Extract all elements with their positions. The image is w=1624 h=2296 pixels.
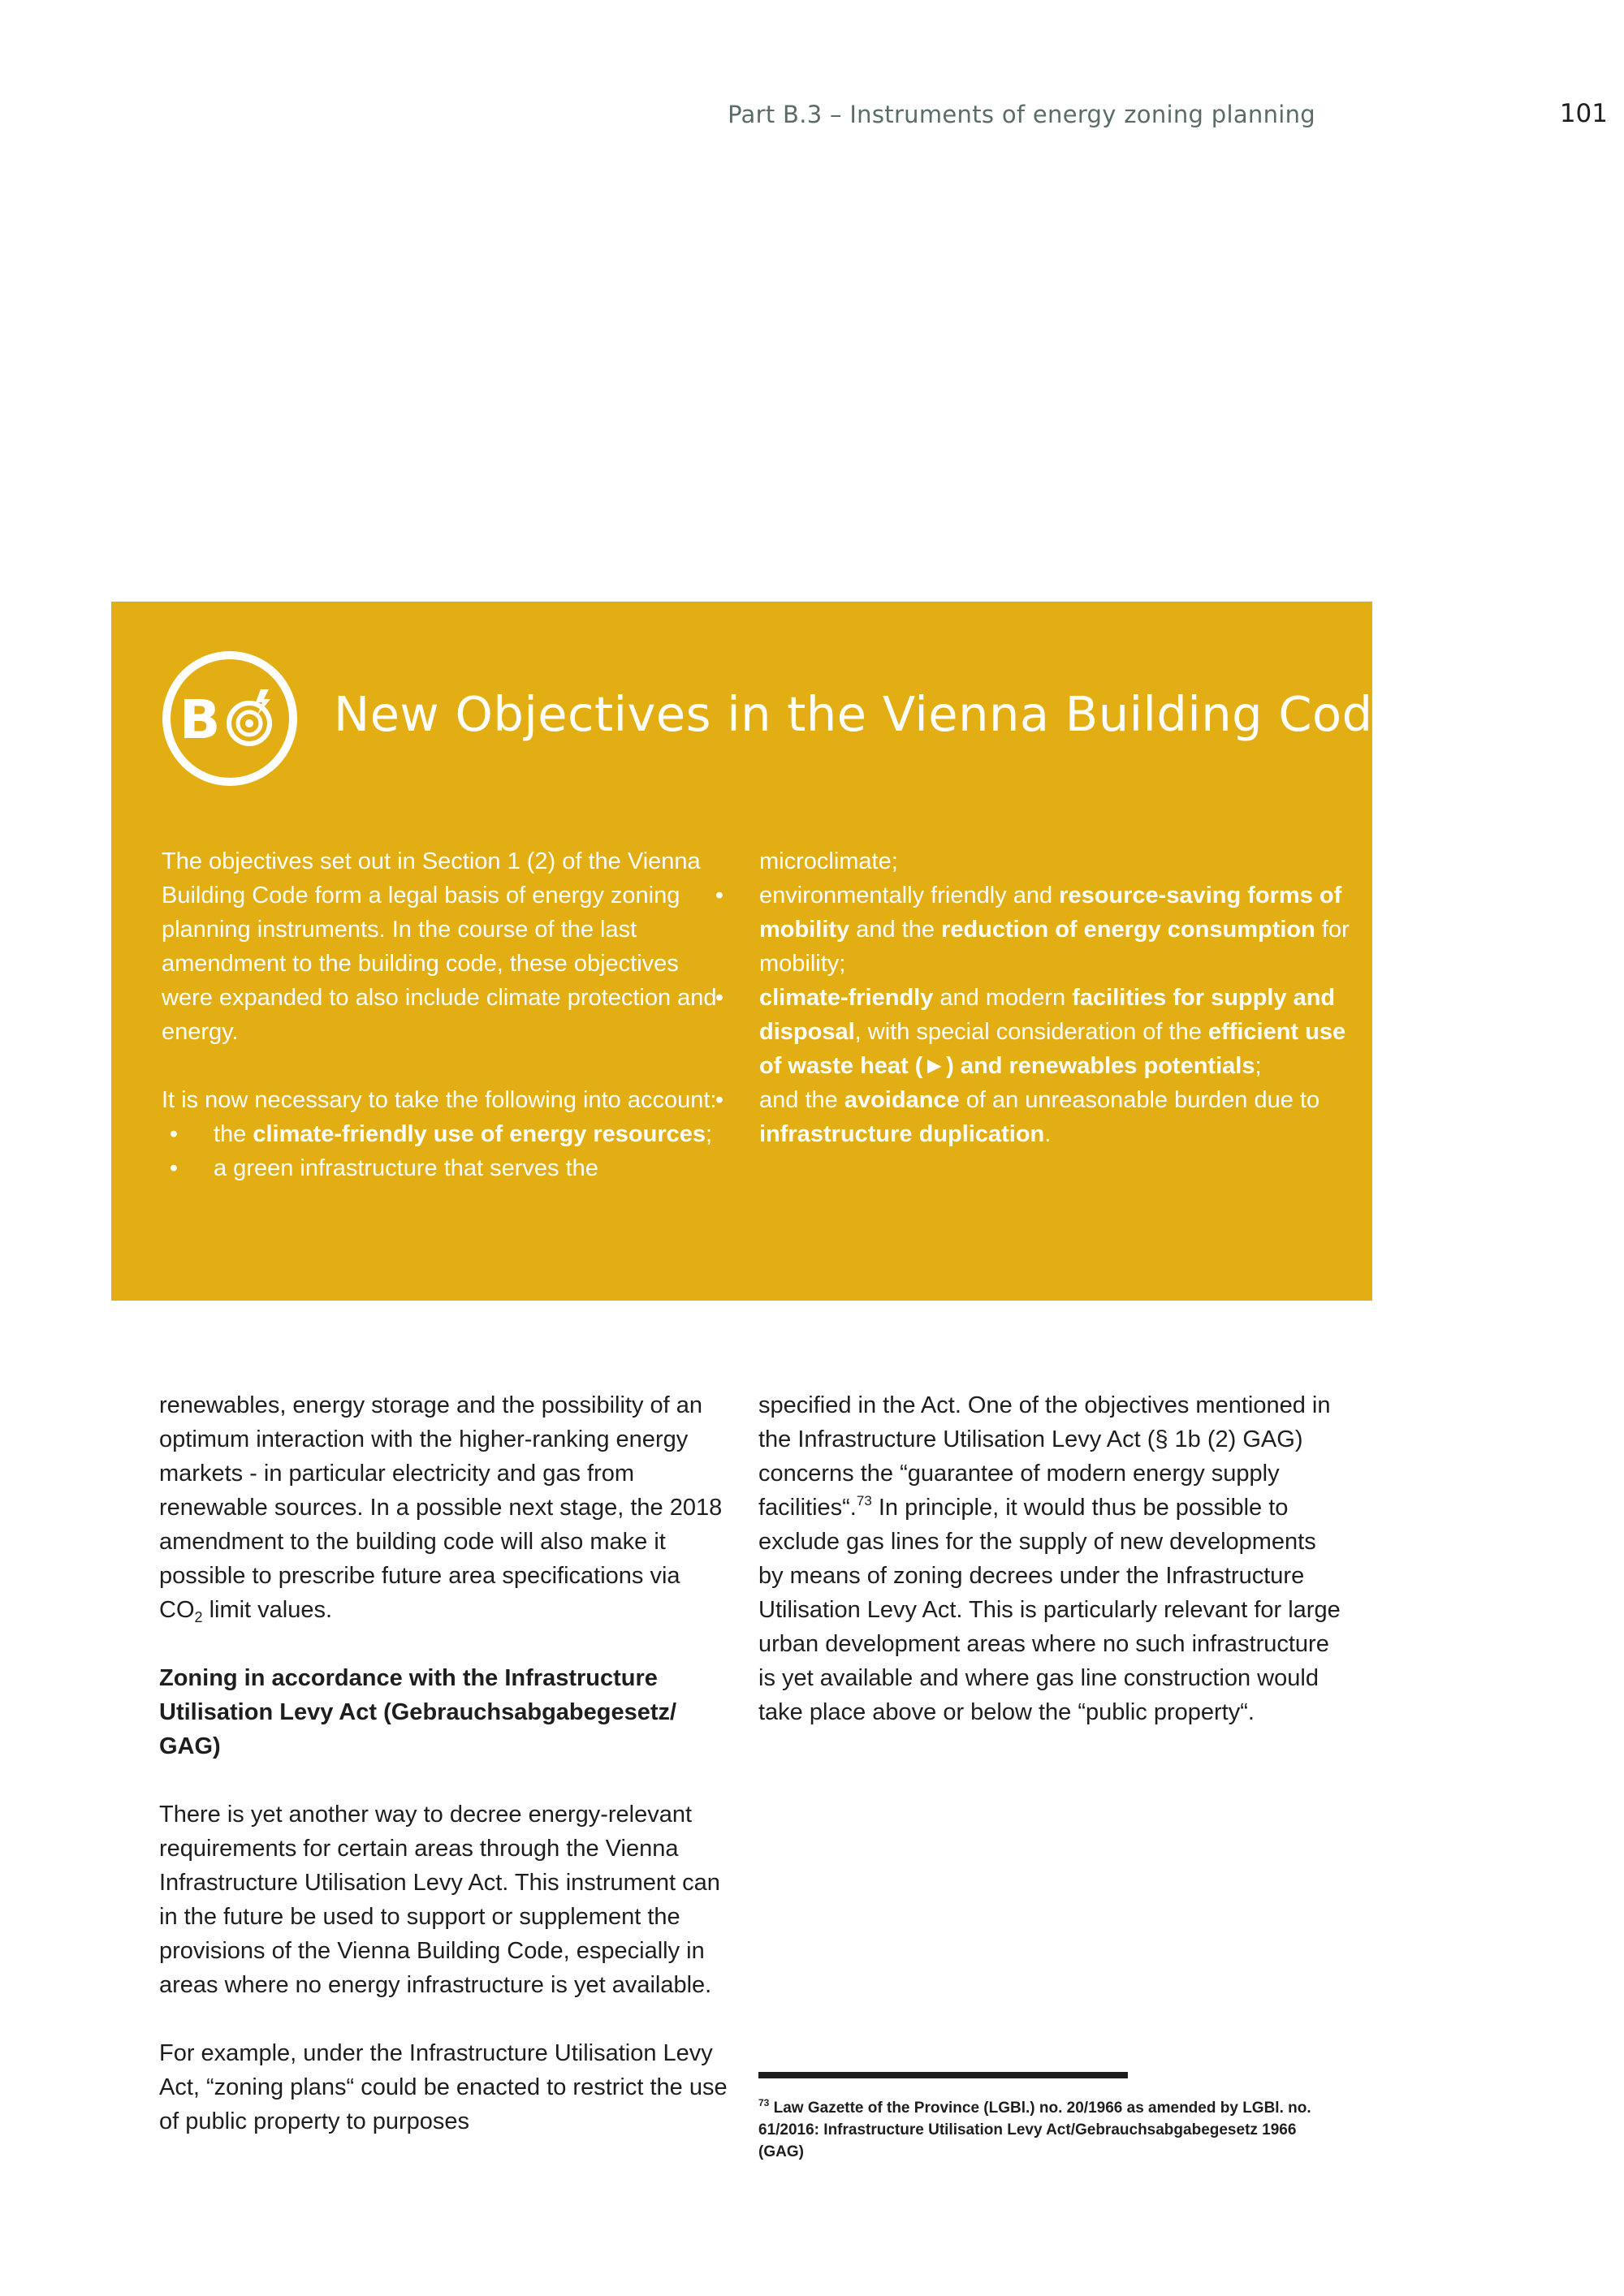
body-paragraph (159, 1388, 728, 1627)
page-number: 101 (1559, 99, 1608, 128)
bullet-text: ; (706, 1121, 713, 1147)
bullet-continuation: microclimate; (759, 848, 898, 874)
running-header: Part B.3 – Instruments of energy zoning planning (728, 101, 1315, 128)
body-text: renewables, energy storage and the possibility of an optimum interaction with the higher-ranking energy markets - in particular electricity and gas from renewable sources. In a possible next stage, the 2018 amendment to the building code will also make it possible to prescribe future area specifications via CO (159, 1392, 723, 1623)
bullet-icon: • (715, 883, 724, 908)
bullet-text-bold: resource-saving forms of mobility (759, 883, 1342, 943)
bullet-item (162, 1117, 730, 1151)
bullet-item (715, 981, 1360, 1083)
bullet-text: of an unreasonable burden due to (959, 1087, 1320, 1113)
co2-subscript: 2 (194, 1609, 203, 1625)
bullet-text-bold: climate-friendly use of energy resources (253, 1121, 706, 1147)
bullet-text: environmentally friendly and (759, 883, 1060, 908)
body-right-column (758, 1388, 1343, 1729)
footnote-number: 73 (758, 2097, 770, 2108)
bullet-text: and the (759, 1087, 844, 1113)
body-text: specified in the Act. One of the objectives mentioned in the Infrastructure Utilisation Levy Act (§ 1b (2) GAG) concerns the “guarantee of modern energy supply facilities“. (758, 1392, 1331, 1521)
bullet-text: . (1044, 1121, 1052, 1147)
box-paragraph: The objectives set out in Section 1 (2) of the Vienna Building Code form a legal basis of energy zoning planning instruments. In the course of the last amendment to the building code, these objectives were expanded to also include climate protection and energy. (162, 848, 717, 1045)
bullet-icon: • (169, 1155, 179, 1181)
box-right-column (715, 844, 1360, 1151)
footnote-text: Law Gazette of the Province (LGBl.) no. 20/1966 as amended by LGBl. no. 61/2016: Infrastructure Utilisation Levy Act/Gebrauchsabgabegesetz 1966 (GAG) (758, 2100, 1311, 2160)
footnote (758, 2097, 1343, 2163)
section-subheading: Zoning in accordance with the Infrastructure Utilisation Levy Act (Gebrauchsabgabegesetz/ GAG) (159, 1665, 677, 1759)
bullet-text: for mobility; (759, 917, 1350, 977)
bullet-text: the (214, 1121, 253, 1147)
building-energy-target-logo-icon (160, 649, 300, 788)
bullet-item (162, 1151, 730, 1185)
body-text: In principle, it would thus be possible to exclude gas lines for the supply of new developments by means of zoning decrees under the Infrastructure Utilisation Levy Act. This is particularly relevant for large urban development areas where no such infrastructure is yet available and where gas line construction would take place above or below the “public property“. (758, 1495, 1341, 1725)
info-box (111, 602, 1403, 1301)
body-text: limit values. (202, 1597, 333, 1623)
bullet-text: and the (849, 917, 942, 943)
bullet-text-bold: efficient use of waste heat (►) and renewables potentials (759, 1019, 1346, 1079)
bullet-icon: • (169, 1121, 179, 1147)
bullet-icon: • (715, 1087, 724, 1113)
bullet-text-bold: infrastructure duplication (759, 1121, 1045, 1147)
body-left-column (159, 1388, 728, 2138)
body-paragraph: There is yet another way to decree energy-relevant requirements for certain areas through the Vienna Infrastructure Utilisation Levy Act. This instrument can in the future be used to support or supplement the provisions of the Vienna Building Code, especially in areas where no energy infrastructure is yet available. (159, 1802, 720, 1998)
bullet-icon: • (715, 985, 724, 1011)
bullet-item (715, 1083, 1360, 1151)
bullet-text: and modern (933, 985, 1073, 1011)
bullet-text: , with special consideration of the (854, 1019, 1208, 1045)
bullet-text: a green infrastructure that serves the (214, 1155, 598, 1181)
body-paragraph: For example, under the Infrastructure Utilisation Levy Act, “zoning plans“ could be enacted to restrict the use of public property to purposes (159, 2040, 728, 2134)
bullet-text-bold: reduction of energy consumption (941, 917, 1315, 943)
bullet-text: ; (1255, 1053, 1262, 1079)
bullet-text-bold: climate-friendly (759, 985, 934, 1011)
bullet-text-bold: avoidance (844, 1087, 960, 1113)
box-left-column (162, 844, 730, 1185)
footnote-reference: 73 (856, 1493, 872, 1508)
body-paragraph (758, 1388, 1343, 1729)
logo-letter: B (179, 688, 221, 751)
bullet-text-bold: facilities for supply and disposal (759, 985, 1336, 1045)
bullet-item (715, 878, 1360, 981)
footnote-divider (758, 2072, 1128, 2078)
box-title: New Objectives in the Vienna Building Code (334, 686, 1403, 742)
box-paragraph: It is now necessary to take the following into account: (162, 1087, 717, 1113)
